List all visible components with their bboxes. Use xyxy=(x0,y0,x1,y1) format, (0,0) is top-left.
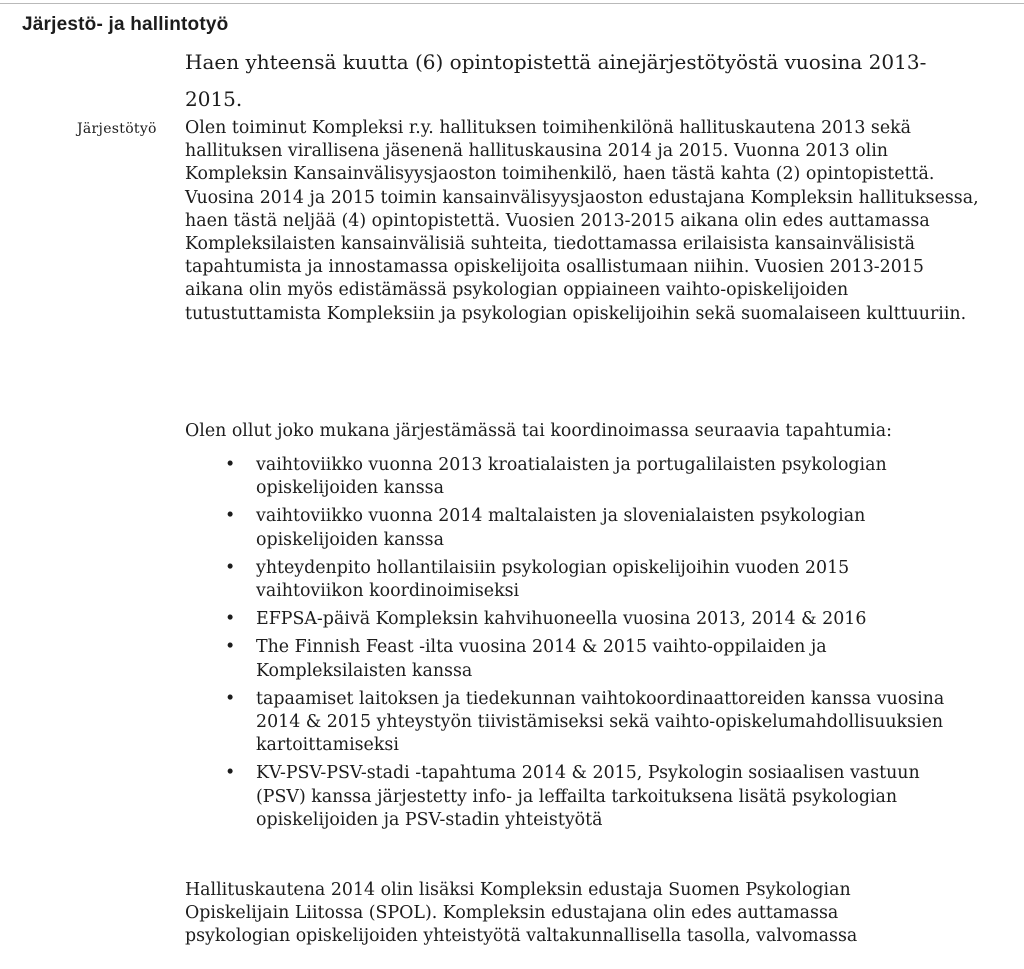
events-list xyxy=(222,454,962,837)
event-text: vaihtoviikko vuonna 2013 kroatialaisten ja portugalilaisten psykologian opiskelijoiden kanssa xyxy=(256,455,887,499)
event-text: EFPSA-päivä Kompleksin kahvihuoneella vuosina 2013, 2014 & 2016 xyxy=(256,609,867,630)
bullet-icon: • xyxy=(225,455,236,475)
list-item xyxy=(222,636,962,682)
body-paragraph-3: Hallituskautena 2014 olin lisäksi Kompleksin edustaja Suomen Psykologian Opiskelijain Liitossa (SPOL). Kompleksin edustajana olin edes auttamassa psykologian opiskelijoiden yhteistyötä valtakunnallisella tasolla, valvomassa xyxy=(185,880,858,947)
event-text: The Finnish Feast -ilta vuosina 2014 & 2015 vaihto-oppilaiden ja Kompleksilaisten kanssa xyxy=(256,637,827,681)
list-item xyxy=(222,505,962,551)
event-text: vaihtoviikko vuonna 2014 maltalaisten ja slovenialaisten psykologian opiskelijoiden kanssa xyxy=(256,506,866,550)
top-divider xyxy=(0,3,1024,4)
bullet-icon: • xyxy=(225,763,236,784)
list-item xyxy=(222,454,962,500)
bullet-icon: • xyxy=(225,637,236,658)
bullet-icon: • xyxy=(225,688,236,709)
list-item xyxy=(222,608,962,631)
event-text: KV-PSV-PSV-stadi -tapahtuma 2014 & 2015, Psykologin sosiaalisen vastuun (PSV) kanssa järjestetty info- ja leffailta tarkoituksena lisätä psykologian opiskelijoiden ja PSV-stadin yhteistyötä xyxy=(256,763,920,830)
bullet-icon: • xyxy=(225,557,236,578)
list-item xyxy=(222,762,962,832)
list-item xyxy=(222,688,962,758)
event-text: yhteydenpito hollantilaisiin psykologian opiskelijoihin vuoden 2015 vaihtoviikon koordinoimiseksi xyxy=(256,557,850,602)
intro-paragraph: Haen yhteensä kuutta (6) opintopistettä ainejärjestötyöstä vuosina 2013-2015. xyxy=(185,50,927,111)
events-lead-in: Olen ollut joko mukana järjestämässä tai koordinoimassa seuraavia tapahtumia: xyxy=(185,421,892,441)
margin-label: Järjestötyö xyxy=(77,121,157,137)
list-item xyxy=(222,557,962,603)
event-text: tapaamiset laitoksen ja tiedekunnan vaihtokoordinaattoreiden kanssa vuosina 2014 & 2015 yhteystyön tiivistämiseksi sekä vaihto-opiskelumahdollisuuksien kartoittamiseksi xyxy=(256,688,945,756)
bullet-icon: • xyxy=(225,506,236,527)
body-paragraph-1: Olen toiminut Kompleksi r.y. hallituksen toimihenkilönä hallituskautena 2013 sekä hallituksen virallisena jäsenenä hallituskausina 2014 ja 2015. Vuonna 2013 olin Kompleksin Kansainvälisyysjaoston toimihenkilö, haen tästä kahta (2) opintopistettä. Vuosina 2014 ja 2015 toimin kansainvälisyysjaoston edustajana Kompleksin hallituksessa, haen tästä neljää (4) opintopistettä. Vuosien 2013-2015 aikana olin edes auttamassa Kompleksilaisten kansainvälisiä suhteita, tiedottamassa erilaisista kansainvälisistä tapahtumista ja innostamassa opiskelijoita osallistumaan niihin. Vuosien 2013-2015 aikana olin myös edistämässä psykologian oppiaineen vaihto-opiskelijoiden tutustuttamista Kompleksiin ja psykologian opiskelijoihin sekä suomalaiseen kulttuuriin. xyxy=(185,118,979,324)
bullet-icon: • xyxy=(225,609,236,630)
section-heading: Järjestö- ja hallintotyö xyxy=(22,14,229,35)
